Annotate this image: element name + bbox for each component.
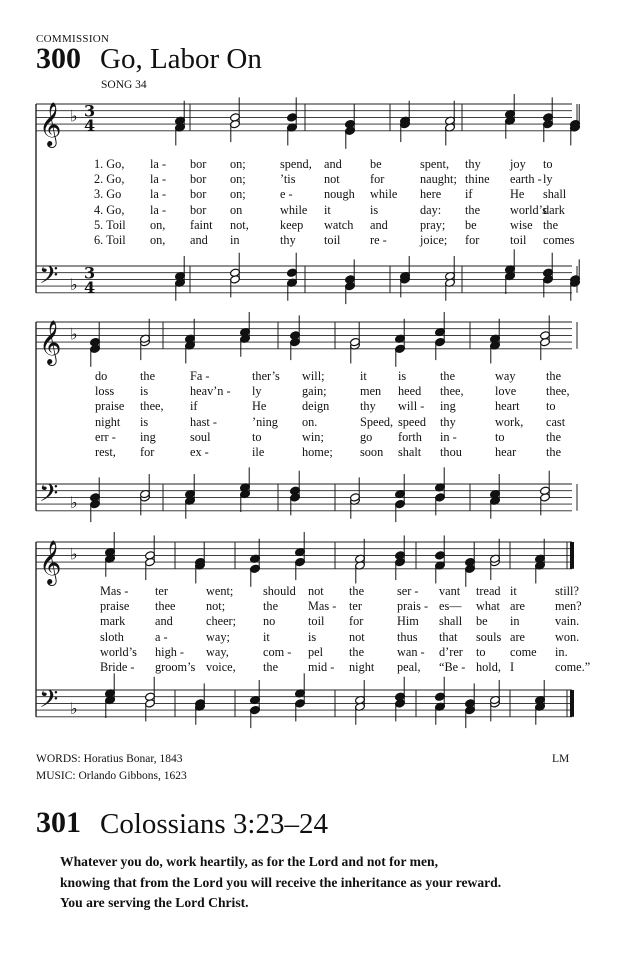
lyric-syllable: it: [263, 629, 270, 644]
lyric-syllable: rest,: [95, 445, 116, 459]
lyric-syllable: do: [95, 369, 108, 383]
lyric-syllable: thee,: [440, 384, 464, 399]
lyric-syllable: on,: [150, 217, 166, 232]
lyric-syllable: joice;: [420, 233, 448, 247]
lyric-syllable: speed: [398, 414, 426, 429]
treble-clef-icon: 𝄞: [39, 101, 62, 146]
lyric-syllable: and: [324, 157, 342, 171]
key-flat-icon: ♭: [70, 493, 78, 513]
lyric-syllable: toil: [324, 233, 341, 247]
chord: [250, 539, 261, 587]
lyric-syllable: day:: [420, 202, 442, 217]
lyric-syllable: Fa -: [190, 369, 210, 383]
lyric-syllable: wan -: [397, 644, 425, 659]
lyric-syllable: what: [476, 599, 500, 614]
lyric-syllable: bor: [190, 202, 207, 217]
lyric-syllable: the: [546, 369, 562, 383]
chord: [240, 312, 251, 357]
lyric-syllable: for: [349, 614, 364, 629]
lyric-syllable: if: [190, 399, 198, 414]
chord: [435, 467, 446, 515]
chord: [395, 677, 406, 722]
lyric-syllable: night: [95, 414, 121, 429]
lyric-syllable: e -: [280, 187, 293, 202]
lyric-syllable: cheer;: [206, 614, 237, 629]
lyric-syllable: d’rer: [439, 644, 463, 659]
lyric-syllable: thy: [440, 414, 456, 429]
lyric-syllable: the: [543, 217, 559, 232]
lyric-syllable: the: [465, 202, 481, 217]
lyric-syllable: soon: [360, 445, 384, 459]
lyric-syllable: are: [510, 599, 526, 614]
lyric-syllable: it: [510, 584, 517, 598]
chord: [435, 677, 446, 725]
lyric-syllable: ing: [440, 399, 456, 414]
lyric-syllable: is: [370, 202, 379, 217]
lyric-syllable: groom’s: [155, 660, 196, 674]
lyric-syllable: praise: [95, 399, 125, 414]
chord: [140, 319, 151, 360]
lyric-syllable: re -: [370, 233, 387, 247]
lyric-syllable: praise: [100, 599, 130, 614]
lyric-syllable: to: [543, 157, 553, 171]
treble-staff: [36, 101, 577, 147]
lyric-syllable: mark: [100, 614, 126, 629]
lyric-syllable: Mas -: [100, 584, 129, 598]
reading-number: 301: [36, 806, 81, 839]
lyric-syllable: 2. Go,: [94, 172, 125, 187]
lyric-syllable: joy: [510, 157, 526, 171]
chord: [505, 94, 516, 139]
lyric-syllable: sloth: [100, 629, 124, 644]
lyric-syllable: err -: [95, 429, 116, 444]
chord: [287, 253, 298, 301]
lyric-syllable: 3. Go: [94, 187, 122, 202]
lyric-syllable: love: [495, 384, 517, 399]
lyric-syllable: the: [263, 660, 279, 674]
lyric-syllable: earth -: [510, 172, 542, 187]
lyric-syllable: no: [263, 614, 276, 629]
lyric-syllable: I: [510, 660, 515, 674]
lyric-syllable: the: [546, 445, 562, 459]
chord: [105, 673, 116, 718]
lyric-syllable: bor: [190, 172, 207, 187]
lyric-syllable: is: [140, 414, 149, 429]
hymn-category: COMMISSION: [36, 33, 110, 45]
lyric-syllable: should: [263, 584, 296, 598]
lyric-syllable: He: [510, 187, 525, 202]
lyric-syllable: while: [370, 187, 398, 202]
lyric-syllable: win;: [302, 429, 324, 444]
chord: [240, 467, 251, 512]
lyric-syllable: on,: [150, 233, 166, 247]
lyric-syllable: deign: [302, 399, 330, 414]
key-flat-icon: ♭: [70, 544, 78, 564]
lyric-syllable: ’tis: [280, 172, 296, 187]
lyric-syllable: ’ning: [252, 414, 278, 429]
key-flat-icon: ♭: [70, 106, 78, 126]
scripture-text: [60, 852, 501, 914]
chord: [490, 539, 501, 580]
chord: [400, 101, 411, 142]
time-signature-bottom: 4: [84, 277, 96, 297]
lyric-syllable: to: [546, 399, 556, 414]
lyric-syllable: went;: [206, 584, 234, 598]
lyric-syllable: toil: [510, 233, 527, 247]
lyric-syllable: it: [324, 202, 331, 217]
chord: [490, 680, 501, 721]
lyric-syllable: spend,: [280, 157, 312, 171]
lyric-syllable: la -: [150, 157, 167, 171]
lyric-syllable: spent,: [420, 157, 450, 171]
lyric-syllable: heart: [495, 399, 520, 414]
lyric-syllable: voice,: [206, 660, 236, 674]
lyric-syllable: Bride -: [100, 660, 135, 674]
time-signature-top: 3: [84, 101, 96, 121]
lyric-syllable: on.: [302, 414, 318, 429]
time-signature-bottom: 4: [84, 115, 96, 135]
lyric-syllable: wise: [510, 217, 533, 232]
tune-name: SONG 34: [101, 79, 147, 91]
lyric-syllable: the: [349, 584, 365, 598]
lyric-syllable: thy: [360, 399, 376, 414]
lyric-syllable: the: [546, 429, 562, 444]
lyric-syllable: to: [476, 644, 486, 659]
lyric-syllable: go: [360, 429, 373, 444]
lyric-syllable: hear: [495, 445, 517, 459]
lyric-syllable: is: [308, 629, 317, 644]
lyric-syllable: not: [308, 584, 324, 598]
lyric-syllable: ly: [252, 384, 262, 399]
chord: [355, 539, 366, 584]
lyric-syllable: prais -: [397, 599, 429, 614]
lyric-syllable: comes: [543, 233, 575, 247]
lyric-syllable: watch: [324, 217, 354, 232]
bass-clef-icon: 𝄢: [39, 261, 59, 297]
lyric-syllable: thus: [397, 629, 418, 644]
bass-clef-icon: 𝄢: [39, 685, 59, 721]
lyric-syllable: on;: [230, 187, 246, 202]
treble-clef-icon: 𝄞: [39, 319, 62, 364]
chord: [185, 319, 196, 364]
chord: [395, 319, 406, 367]
lyric-syllable: if: [465, 187, 473, 202]
bass-clef-icon: 𝄢: [39, 479, 59, 515]
lyric-syllable: to: [495, 429, 505, 444]
lyric-syllable: cast: [546, 414, 566, 429]
lyric-syllable: bor: [190, 187, 207, 202]
lyric-syllable: is: [398, 369, 407, 383]
key-flat-icon: ♭: [70, 324, 78, 344]
scripture-line: Whatever you do, work heartily, as for the Lord and not for men,: [60, 854, 438, 869]
lyric-syllable: com -: [263, 644, 292, 659]
hymn-title: Go, Labor On: [100, 43, 262, 75]
hymn-number: 300: [36, 42, 81, 75]
lyric-syllable: be: [370, 157, 382, 171]
lyric-syllable: will -: [398, 399, 425, 414]
lyric-syllable: dark: [543, 202, 565, 217]
lyric-syllable: vain.: [555, 614, 580, 629]
chord: [535, 680, 546, 725]
lyric-syllable: loss: [95, 384, 115, 399]
meter: LM: [552, 753, 570, 765]
lyric-syllable: while: [280, 202, 308, 217]
chord: [295, 673, 306, 721]
chord: [295, 532, 306, 580]
lyric-syllable: that: [439, 629, 458, 644]
lyric-syllable: toil: [308, 614, 325, 629]
lyric-syllable: to: [252, 429, 262, 444]
words-credit: WORDS: Horatius Bonar, 1843: [36, 753, 183, 765]
lyric-syllable: ther’s: [252, 369, 280, 383]
lyric-syllable: heed: [398, 384, 422, 399]
lyric-syllable: ing: [140, 429, 156, 444]
lyric-syllable: ser -: [397, 584, 419, 598]
key-flat-icon: ♭: [70, 699, 78, 719]
music-credit: MUSIC: Orlando Gibbons, 1623: [36, 770, 187, 782]
chord: [505, 249, 516, 294]
lyric-syllable: home;: [302, 445, 333, 459]
lyric-syllable: way,: [206, 644, 229, 659]
lyric-syllable: pel: [308, 644, 324, 659]
lyric-syllable: la -: [150, 187, 167, 202]
lyric-syllable: not: [349, 629, 365, 644]
lyric-syllable: high -: [155, 644, 185, 659]
lyric-syllable: Him: [397, 614, 419, 629]
lyric-syllable: not;: [206, 599, 226, 614]
lyric-syllable: on;: [230, 172, 246, 187]
lyric-syllable: ile: [252, 445, 265, 459]
chord: [355, 680, 366, 725]
chord: [175, 101, 186, 146]
chord: [290, 471, 301, 516]
lyric-syllable: forth: [398, 429, 422, 444]
time-signature-top: 3: [84, 263, 96, 283]
lyric-syllable: pray;: [420, 217, 446, 232]
reading-title: Colossians 3:23–24: [100, 808, 328, 840]
lyric-syllable: thee,: [140, 399, 164, 414]
lyric-syllable: nough: [324, 187, 355, 202]
bass-staff: [36, 261, 577, 297]
lyric-syllable: come.”: [555, 660, 591, 674]
scripture-line: knowing that from the Lord you will receive the inheritance as your reward.: [60, 874, 502, 890]
chord: [435, 535, 446, 583]
lyric-syllable: soul: [190, 429, 211, 444]
chord: [287, 97, 298, 145]
lyric-syllable: souls: [476, 629, 502, 644]
lyric-syllable: 5. Toil: [94, 217, 126, 232]
lyric-syllable: naught;: [420, 172, 457, 187]
lyric-syllable: and: [370, 217, 388, 232]
key-flat-icon: ♭: [70, 275, 78, 295]
lyric-syllable: not: [324, 172, 340, 187]
chord: [490, 319, 501, 364]
lyric-syllable: shall: [439, 614, 463, 629]
lyric-syllable: Speed,: [360, 414, 394, 429]
lyric-syllable: way: [495, 369, 516, 383]
lyric-syllable: 4. Go,: [94, 202, 125, 217]
lyric-syllable: 6. Toil: [94, 233, 126, 247]
chord: [105, 532, 116, 577]
lyric-syllable: vant: [439, 584, 461, 598]
lyric-syllable: 1. Go,: [94, 157, 125, 171]
chord: [395, 474, 406, 522]
chord: [435, 312, 446, 360]
chord: [490, 474, 501, 519]
lyric-syllable: on;: [230, 157, 246, 171]
lyric-syllable: ter: [155, 584, 168, 598]
lyric-syllable: in: [510, 614, 520, 629]
lyric-syllable: mid -: [308, 660, 335, 674]
chord: [445, 101, 456, 146]
lyric-syllable: hold,: [476, 660, 501, 674]
chord: [540, 471, 551, 516]
lyric-syllable: come: [510, 644, 537, 659]
chord: [185, 474, 196, 519]
lyric-syllable: peal,: [397, 660, 421, 674]
lyric-syllable: will;: [302, 369, 325, 383]
treble-clef-icon: 𝄞: [39, 539, 62, 584]
lyric-syllable: thou: [440, 445, 462, 459]
chord: [250, 680, 261, 728]
lyric-syllable: men?: [555, 599, 582, 614]
lyric-syllable: is: [140, 384, 149, 399]
lyric-syllable: la -: [150, 202, 167, 217]
lyric-syllable: thee: [155, 599, 176, 614]
lyric-syllable: tread: [476, 584, 501, 598]
lyric-syllable: in: [230, 233, 240, 247]
lyric-syllable: for: [465, 233, 480, 247]
lyric-syllable: way;: [206, 629, 230, 644]
chord: [400, 256, 411, 297]
lyric-syllable: the: [440, 369, 456, 383]
lyric-syllable: thy: [465, 157, 481, 171]
lyric-syllable: Mas -: [308, 599, 337, 614]
lyric-syllable: ter: [349, 599, 362, 614]
lyric-syllable: thee,: [546, 384, 570, 399]
chord: [535, 539, 546, 584]
lyric-syllable: be: [476, 614, 488, 629]
lyric-syllable: keep: [280, 217, 304, 232]
chord: [145, 677, 156, 722]
lyric-syllable: men: [360, 384, 382, 399]
lyric-syllable: la -: [150, 172, 167, 187]
scripture-line: You are serving the Lord Christ.: [60, 895, 249, 910]
lyric-syllable: night: [349, 660, 375, 674]
lyric-syllable: and: [155, 614, 173, 629]
lyric-syllable: a -: [155, 629, 168, 644]
lyric-syllable: it: [360, 369, 367, 383]
lyric-syllable: es—: [439, 599, 462, 614]
lyric-syllable: shalt: [398, 445, 422, 459]
lyric-syllable: “Be -: [439, 660, 466, 674]
lyric-syllable: in -: [440, 429, 457, 444]
chord: [175, 256, 186, 301]
lyric-syllable: still?: [555, 584, 579, 598]
lyric-syllable: for: [140, 445, 155, 459]
lyric-syllable: heav’n -: [190, 384, 231, 399]
lyric-syllable: thine: [465, 172, 490, 187]
lyric-syllable: for: [370, 172, 385, 187]
lyric-syllable: in.: [555, 644, 568, 659]
lyric-syllable: bor: [190, 157, 207, 171]
lyric-syllable: thy: [280, 233, 296, 247]
lyric-syllable: won.: [555, 629, 580, 644]
lyric-syllable: be: [465, 217, 477, 232]
lyric-syllable: world’s: [100, 644, 137, 659]
lyric-syllable: world’s: [510, 202, 547, 217]
lyric-syllable: work,: [495, 414, 524, 429]
lyric-syllable: ex -: [190, 445, 209, 459]
chord: [445, 256, 456, 301]
lyric-syllable: faint: [190, 217, 213, 232]
lyric-syllable: the: [263, 599, 279, 614]
lyric-syllable: the: [140, 369, 156, 383]
chord: [140, 474, 151, 515]
lyric-syllable: gain;: [302, 384, 327, 399]
lyric-syllable: hast -: [190, 414, 217, 429]
chord: [543, 253, 554, 298]
lyric-syllable: ly: [543, 172, 553, 187]
lyric-syllable: shall: [543, 187, 567, 202]
lyric-syllable: and: [190, 233, 208, 247]
lyric-syllable: the: [349, 644, 365, 659]
lyric-syllable: on: [230, 202, 243, 217]
lyric-syllable: here: [420, 187, 442, 202]
chord: [230, 253, 241, 298]
lyric-syllable: are: [510, 629, 526, 644]
lyric-syllable: not,: [230, 217, 249, 232]
lyric-syllable: He: [252, 399, 267, 414]
